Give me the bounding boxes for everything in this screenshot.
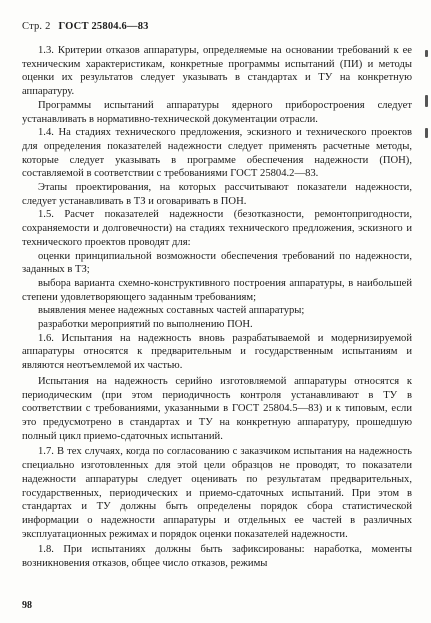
list-item-weak-parts: выявления менее надежных составных частей аппаратуры; bbox=[38, 305, 305, 317]
standard-designation: ГОСТ 25804.6—83 bbox=[58, 21, 149, 32]
paragraph-programs: Программы испытаний аппаратуры ядерного приборостроения следует устанавливать в нормативно-технической документации отрасли. bbox=[22, 99, 412, 125]
paragraph-1-4: 1.4. На стадиях технического предложения, эскизного и технического проектов для определения показателей надежности следует применять расчетные методы, которые следует указывать в программе обеспечения надежности (ПОН), составляемой в соответствии с требованиями ГОСТ 25804.2—83. bbox=[22, 127, 412, 180]
margin-mark bbox=[425, 95, 428, 107]
list-item-assessment: оценки принципиальной возможности обеспечения требований по надежности, заданных в ТЗ; bbox=[22, 250, 412, 276]
paragraph-design-stages: Этапы проектирования, на которых рассчитывают показатели надежности, следует устанавливать в ТЗ и оговаривать в ПОН. bbox=[22, 182, 412, 207]
page-header bbox=[22, 21, 149, 32]
paragraph-1-3: 1.3. Критерии отказов аппаратуры, определяемые на основании требований к ее техническим характеристикам, конкретные программы испытаний (ПИ) и методы оценки их результатов следует указывать в стандартах и ТУ на конкретную аппаратуру. bbox=[22, 45, 412, 98]
page-label: Стр. 2 bbox=[22, 21, 51, 32]
paragraph-1-7: 1.7. В тех случаях, когда по согласованию с заказчиком испытания на надежность специально изготовленных для этой цели образцов не проводят, то показатели надежности аппаратуры следует оценивать по результатам предварительных, государственных, периодических и приемо-сдаточных испытаний. При этом в стандартах и ТУ должны быть определены порядок сбора статистической информации о надежности аппаратуры и отдельных ее частей в различных эксплуатационных режимах и порядок оценки показателей надежности. bbox=[22, 446, 412, 540]
page-number: 98 bbox=[22, 600, 32, 611]
paragraph-1-5: 1.5. Расчет показателей надежности (безотказности, ремонтопригодности, сохраняемости и долговечности) на стадиях технического предложения, эскизного и технического проектов проводят для: bbox=[22, 209, 412, 248]
list-item-measures: разработки мероприятий по выполнению ПОН. bbox=[38, 319, 253, 331]
list-item-variant-choice: выбора варианта схемно-конструктивного построения аппаратуры, в наибольшей степени удовлетворяющего заданным требованиям; bbox=[22, 277, 412, 303]
document-body bbox=[22, 44, 412, 571]
paragraph-serial-tests: Испытания на надежность серийно изготовляемой аппаратуры относятся к периодическим (при этом периодичность контроля устанавливают в ТУ в соответствии с требованиями, указанными в ГОСТ 25804.5—83) и к типовым, если это предусмотрено в стандартах и ТУ на конкретную аппаратуру, прошедшую полный цикл приемо-сдаточных испытаний. bbox=[22, 375, 412, 442]
margin-mark bbox=[425, 128, 428, 138]
margin-mark bbox=[425, 50, 428, 57]
paragraph-1-6: 1.6. Испытания на надежность вновь разрабатываемой и модернизируемой аппаратуры относятся к предварительным и государственным испытаниям и являются неотъемлемой их частью. bbox=[22, 332, 412, 372]
paragraph-1-8: 1.8. При испытаниях должны быть зафиксированы: наработка, моменты возникновения отказов, общее число отказов, режимы bbox=[22, 544, 412, 570]
